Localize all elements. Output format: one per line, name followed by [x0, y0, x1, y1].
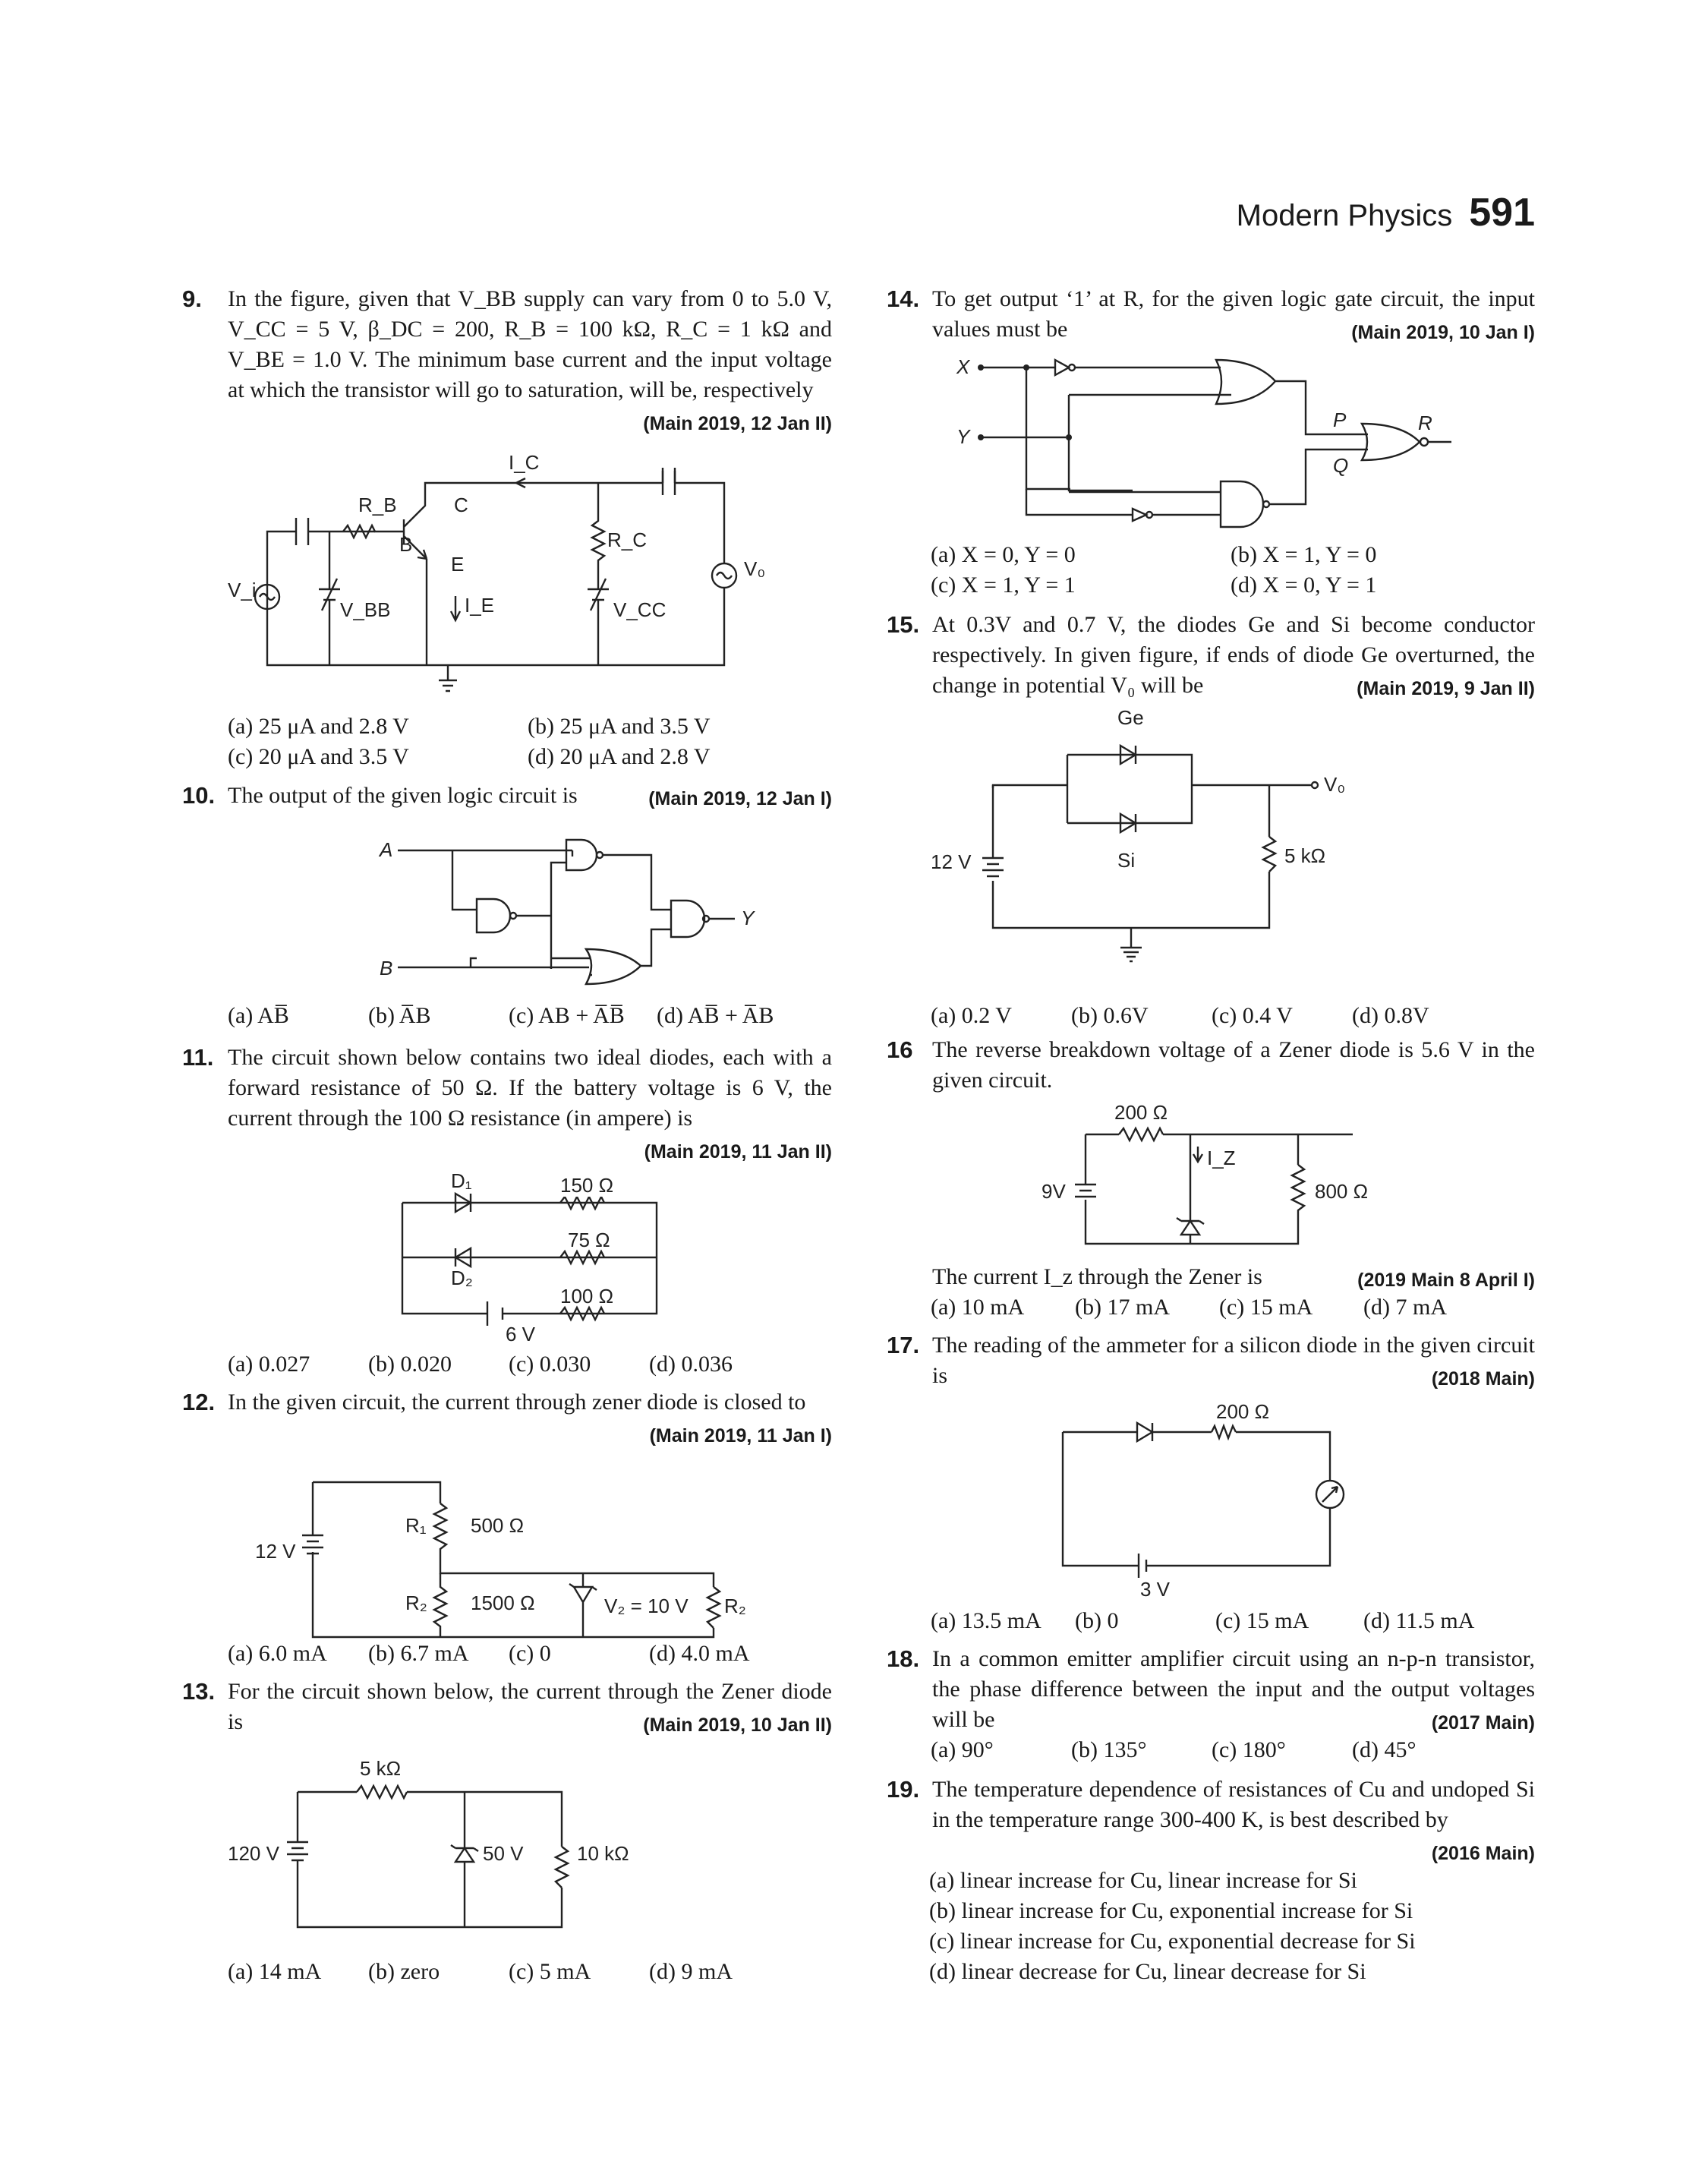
q19-options — [929, 1866, 1416, 1987]
option[interactable]: (a) 10 mA — [931, 1295, 1025, 1320]
q10-logic-circuit — [372, 835, 767, 987]
q13-zener-circuit — [228, 1754, 653, 1936]
option[interactable]: (c) 5 mA — [509, 1959, 591, 1984]
label-r200: 200 Ω — [1216, 1400, 1270, 1423]
label-y: Y — [956, 425, 970, 448]
option[interactable]: (d) linear decrease for Cu, linear decrease for Si — [929, 1959, 1366, 1984]
label-v120: 120 V — [228, 1842, 279, 1865]
page-header — [1237, 190, 1535, 235]
page-number: 591 — [1469, 191, 1535, 235]
option[interactable]: (d) X = 0, Y = 1 — [1231, 573, 1377, 598]
label-r2b: R₂ — [724, 1595, 746, 1617]
question-number: 9. — [182, 285, 202, 312]
option[interactable]: (c) AB + A̅B̅ — [509, 1003, 625, 1028]
label-c: C — [454, 494, 468, 516]
option[interactable]: (a) 13.5 mA — [931, 1608, 1042, 1633]
question-source: (2019 Main 8 April I) — [1357, 1270, 1535, 1291]
option[interactable]: (d) 4.0 mA — [649, 1641, 750, 1666]
option[interactable]: (c) 20 μA and 3.5 V — [228, 744, 409, 769]
label-x: X — [956, 355, 970, 378]
option[interactable]: (d) 7 mA — [1363, 1295, 1447, 1320]
question-11 — [182, 1043, 832, 1167]
q17-options — [931, 1606, 1474, 1636]
label-r10k: 10 kΩ — [577, 1842, 629, 1865]
label-r: R — [1418, 412, 1432, 434]
option[interactable]: (c) 0.4 V — [1212, 1003, 1293, 1028]
question-stem: The output of the given logic circuit is — [228, 783, 578, 808]
option[interactable]: (d) 20 μA and 2.8 V — [528, 744, 711, 769]
label-vi: V_i — [228, 579, 257, 601]
q15-diode-circuit — [926, 706, 1412, 980]
option[interactable]: (c) linear increase for Cu, exponential decrease for Si — [929, 1929, 1416, 1954]
q16-zener-circuit — [1042, 1101, 1374, 1253]
question-number: 16 — [887, 1036, 913, 1063]
question-source: (Main 2019, 10 Jan I) — [1351, 322, 1535, 343]
question-16-part2 — [932, 1262, 1535, 1295]
option[interactable]: (c) 180° — [1212, 1737, 1286, 1762]
option[interactable]: (a) 14 mA — [228, 1959, 322, 1984]
q11-options — [228, 1349, 733, 1380]
option[interactable]: (b) 0.6V — [1071, 1003, 1149, 1028]
q18-options — [931, 1735, 1416, 1765]
label-v50: 50 V — [483, 1842, 524, 1865]
question-number: 11. — [182, 1044, 214, 1071]
question-number: 13. — [182, 1678, 216, 1705]
label-vo: V₀ — [1324, 773, 1346, 796]
question-number: 18. — [887, 1645, 920, 1672]
label-r1500: 1500 Ω — [471, 1592, 535, 1614]
q11-diode-circuit — [395, 1162, 683, 1344]
question-stem: The reverse breakdown voltage of a Zener diode is 5.6 V in the given circuit. — [932, 1037, 1535, 1093]
option[interactable]: (d) 0.036 — [649, 1352, 733, 1377]
chapter-title: Modern Physics — [1236, 199, 1453, 232]
option[interactable]: (a) linear increase for Cu, linear increase for Si — [929, 1868, 1357, 1893]
label-y: Y — [741, 907, 755, 929]
q9-transistor-circuit — [228, 448, 835, 706]
q14-logic-circuit — [949, 349, 1465, 539]
q14-options — [931, 540, 1376, 601]
label-ge: Ge — [1117, 706, 1144, 729]
question-number: 19. — [887, 1776, 920, 1803]
label-r1: R₁ — [405, 1514, 427, 1537]
option[interactable]: (d) 45° — [1352, 1737, 1417, 1762]
label-ic: I_C — [509, 451, 540, 474]
option[interactable]: (a) 0.027 — [228, 1352, 310, 1377]
question-14 — [887, 284, 1535, 348]
label-si: Si — [1117, 849, 1136, 872]
question-10 — [182, 781, 832, 814]
label-r500: 500 Ω — [471, 1514, 525, 1537]
option[interactable]: (d) 0.8V — [1352, 1003, 1429, 1028]
question-number: 10. — [182, 782, 216, 809]
option[interactable]: (c) 15 mA — [1215, 1608, 1309, 1633]
option[interactable]: (a) 6.0 mA — [228, 1641, 327, 1666]
question-number: 12. — [182, 1389, 216, 1415]
label-r5k: 5 kΩ — [1284, 844, 1326, 867]
question-stem: For the circuit shown below, the current through the Zener diode is — [228, 1679, 832, 1734]
label-vcc: V_CC — [613, 598, 666, 621]
label-b: B — [380, 957, 393, 980]
question-stem: The circuit shown below contains two ideal diodes, each with a forward resistance of 50 Ω. If the battery voltage is 6 V, the current through the 100 Ω resistance (in ampere) is — [228, 1045, 832, 1131]
q12-options — [228, 1639, 749, 1669]
label-rc: R_C — [607, 528, 648, 551]
q17-ammeter-circuit — [1055, 1397, 1374, 1601]
question-stem: The temperature dependence of resistances of Cu and undoped Si in the temperature range 300-400 K, is best described by — [932, 1777, 1535, 1832]
option[interactable]: (b) linear increase for Cu, exponential increase for Si — [929, 1898, 1413, 1923]
option[interactable]: (a) AB̅ — [228, 1003, 289, 1028]
question-17 — [887, 1330, 1535, 1394]
question-18 — [887, 1644, 1535, 1738]
q10-options — [228, 1001, 774, 1031]
label-a: A — [380, 838, 393, 861]
option[interactable]: (b) 0.020 — [368, 1352, 452, 1377]
option[interactable]: (a) 0.2 V — [931, 1003, 1012, 1028]
label-vo: V₀ — [744, 557, 766, 580]
option[interactable]: (a) 90° — [931, 1737, 994, 1762]
label-b: B — [399, 533, 413, 556]
option[interactable]: (d) 11.5 mA — [1363, 1608, 1475, 1633]
question-12 — [182, 1387, 832, 1451]
question-number: 17. — [887, 1332, 920, 1358]
label-d1: D₁ — [451, 1169, 472, 1192]
question-stem: In the figure, given that V_BB supply can vary from 0 to 5.0 V, V_CC = 5 V, β_DC = 200, R_B = 100 kΩ, R_C = 1 kΩ and V_BE = 1.0 V. The minimum base current and the input voltage at which the transistor will go to saturation, will be, respectively — [228, 286, 832, 402]
q12-zener-circuit — [251, 1473, 782, 1648]
q9-options — [228, 711, 711, 772]
label-vbb: V_BB — [340, 598, 391, 621]
question-stem: To get output ‘1’ at R, for the given logic gate circuit, the input values must be — [932, 286, 1535, 342]
label-q: Q — [1333, 454, 1349, 477]
option[interactable]: (b) X = 1, Y = 0 — [1231, 542, 1377, 567]
q13-options — [228, 1957, 733, 1987]
question-stem: In a common emitter amplifier circuit using an n-p-n transistor, the phase difference between the input and the output voltages will be — [932, 1646, 1535, 1732]
label-ie: I_E — [465, 594, 495, 617]
label-r100: 100 Ω — [560, 1285, 614, 1308]
label-e: E — [451, 553, 465, 576]
option[interactable]: (b) 25 μA and 3.5 V — [528, 714, 711, 739]
question-15 — [887, 610, 1535, 704]
question-source: (Main 2019, 11 Jan II) — [644, 1141, 832, 1162]
label-v12: 12 V — [255, 1540, 296, 1563]
label-d2: D₂ — [451, 1267, 473, 1289]
question-stem: The reading of the ammeter for a silicon diode in the given circuit is — [932, 1333, 1535, 1388]
label-r800: 800 Ω — [1315, 1180, 1369, 1203]
label-r150: 150 Ω — [560, 1174, 614, 1197]
label-r5k: 5 kΩ — [360, 1757, 402, 1780]
option[interactable]: (c) 15 mA — [1219, 1295, 1313, 1320]
question-source: (Main 2019, 12 Jan I) — [648, 788, 832, 809]
question-source: (Main 2019, 11 Jan I) — [649, 1425, 832, 1446]
question-source: (2016 Main) — [1431, 1843, 1535, 1864]
option[interactable]: (b) zero — [368, 1959, 440, 1984]
question-source: (2018 Main) — [1431, 1368, 1535, 1390]
label-r2: R₂ — [405, 1592, 427, 1614]
question-source: (Main 2019, 12 Jan II) — [643, 413, 832, 434]
label-rb: R_B — [358, 494, 397, 516]
question-stem: The current I_z through the Zener is — [932, 1264, 1262, 1289]
label-v6: 6 V — [506, 1323, 536, 1345]
question-number: 14. — [887, 285, 920, 312]
option[interactable]: (a) X = 0, Y = 0 — [931, 542, 1076, 567]
q15-options — [931, 1001, 1429, 1031]
option[interactable]: (c) 0 — [509, 1641, 551, 1666]
question-number: 15. — [887, 611, 920, 638]
label-vz: V₂ = 10 V — [604, 1595, 689, 1617]
option[interactable]: (d) AB̅ + A̅B — [657, 1003, 774, 1028]
question-13 — [182, 1677, 832, 1740]
label-p: P — [1333, 409, 1347, 431]
q16-options — [931, 1292, 1447, 1323]
option[interactable]: (c) X = 1, Y = 1 — [931, 573, 1076, 598]
question-9 — [182, 284, 832, 439]
label-r75: 75 Ω — [568, 1229, 610, 1251]
question-16 — [887, 1035, 1535, 1096]
question-source: (2017 Main) — [1431, 1712, 1535, 1733]
label-v3: 3 V — [1140, 1578, 1171, 1601]
option[interactable]: (a) 25 μA and 2.8 V — [228, 714, 409, 739]
option[interactable]: (b) A̅B — [368, 1003, 431, 1028]
question-source: (Main 2019, 9 Jan II) — [1357, 678, 1535, 699]
option[interactable]: (b) 0 — [1075, 1608, 1119, 1633]
question-stem: In the given circuit, the current through zener diode is closed to — [228, 1390, 806, 1415]
question-stem: At 0.3V and 0.7 V, the diodes Ge and Si become conductor respectively. In given figure, if ends of diode Ge overturned, the change in potential V₀ will be — [932, 612, 1535, 698]
label-r200: 200 Ω — [1114, 1101, 1168, 1124]
option[interactable]: (b) 6.7 mA — [368, 1641, 469, 1666]
label-v9: 9V — [1042, 1180, 1066, 1203]
option[interactable]: (d) 9 mA — [649, 1959, 733, 1984]
label-iz: I_Z — [1207, 1147, 1236, 1169]
label-v12: 12 V — [931, 850, 972, 873]
option[interactable]: (b) 135° — [1071, 1737, 1147, 1762]
option[interactable]: (c) 0.030 — [509, 1352, 591, 1377]
question-19 — [887, 1774, 1535, 1869]
question-source: (Main 2019, 10 Jan II) — [643, 1715, 832, 1736]
option[interactable]: (b) 17 mA — [1075, 1295, 1170, 1320]
